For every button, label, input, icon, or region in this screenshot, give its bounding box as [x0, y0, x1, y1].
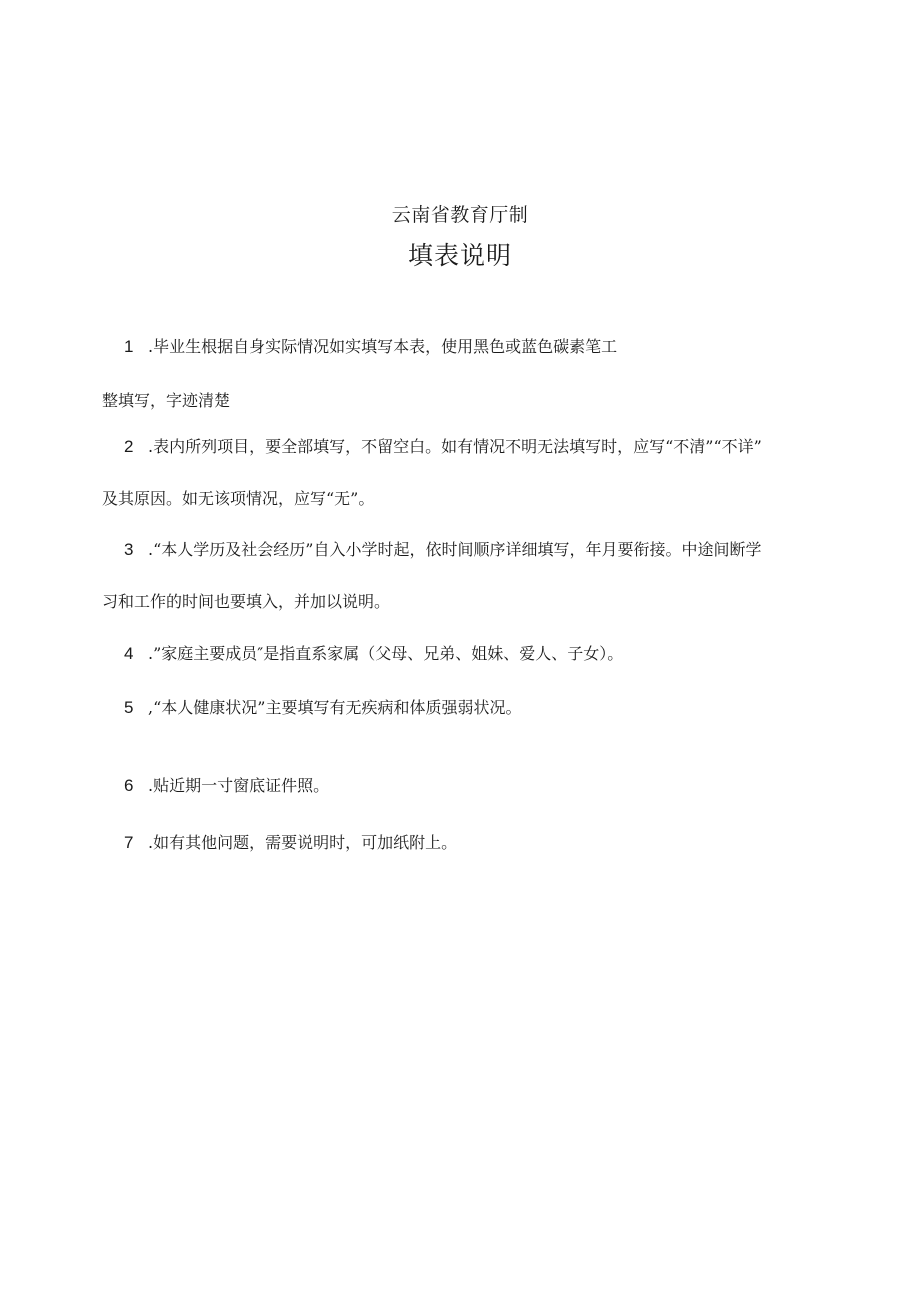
- instruction-number: 2: [124, 437, 134, 456]
- instruction-text: .贴近期一寸窗底证件照。: [148, 776, 330, 795]
- instruction-text: .”家庭主要成员″是指直系家属（父母、兄弟、姐妹、爱人、子女）。: [148, 644, 624, 663]
- instruction-item-3: [124, 540, 761, 560]
- page-title: 填表说明: [407, 241, 512, 270]
- instruction-continuation-3: 习和工作的时间也要填入，并加以说明。: [102, 592, 391, 611]
- issuer-line: 云南省教育厅制: [391, 204, 529, 226]
- instruction-number: 1: [124, 337, 134, 356]
- instruction-number: 3: [124, 540, 134, 559]
- instruction-item-7: [124, 833, 457, 853]
- instruction-number: 6: [124, 776, 134, 795]
- instruction-text: ,“本人健康状况”主要填写有无疾病和体质强弱状况。: [148, 698, 522, 717]
- instruction-text: .表内所列项目，要全部填写，不留空白。如有情况不明无法填写时，应写“不清”“不详”: [148, 437, 762, 456]
- instruction-text: .如有其他问题，需要说明时，可加纸附上。: [148, 833, 458, 852]
- instruction-item-1: [124, 337, 617, 357]
- instruction-item-6: [124, 776, 329, 796]
- instruction-number: 4: [124, 644, 134, 663]
- instruction-item-5: [124, 698, 521, 718]
- instruction-continuation-1: 整填写，字迹清楚: [102, 391, 231, 410]
- instruction-item-2: [124, 437, 762, 457]
- instruction-number: 7: [124, 833, 134, 852]
- instruction-text: .“本人学历及社会经历”自入小学时起，依时间顺序详细填写，年月要衔接。中途间断学: [148, 540, 762, 559]
- instruction-item-4: [124, 644, 623, 664]
- instruction-text: .毕业生根据自身实际情况如实填写本表，使用黑色或蓝色碳素笔工: [148, 337, 618, 356]
- instruction-number: 5: [124, 698, 134, 717]
- instruction-continuation-2: 及其原因。如无该项情况，应写“无”。: [102, 489, 375, 508]
